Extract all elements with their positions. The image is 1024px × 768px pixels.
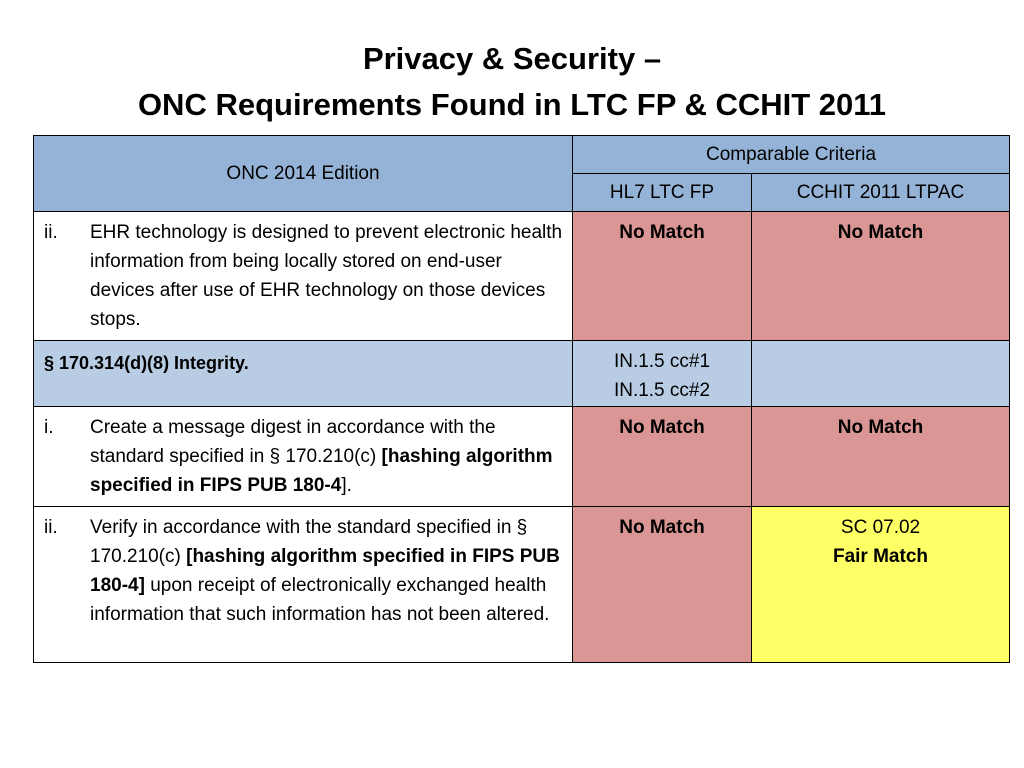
cchit-match-cell (752, 507, 1010, 663)
section-row (34, 341, 1010, 407)
cchit-match-rating: Fair Match (832, 546, 929, 567)
slide-title (0, 36, 1024, 128)
item-text (90, 413, 564, 500)
requirement-cell (34, 507, 573, 663)
table-row (34, 407, 1010, 507)
cchit-match-cell: No Match (752, 407, 1010, 507)
item-text-bold: [hashing algorithm specified in FIPS PUB 180-4 (90, 446, 553, 496)
title-line-1: Privacy & Security – (362, 41, 662, 76)
header-cchit-ltpac: CCHIT 2011 LTPAC (752, 174, 1010, 212)
hl7-match-cell: No Match (573, 507, 752, 663)
header-row-1 (34, 136, 1010, 174)
cchit-criteria-cell (752, 341, 1010, 407)
table-row (34, 212, 1010, 341)
item-number: ii. (44, 517, 58, 538)
item-text (90, 513, 564, 629)
hl7-match-cell: No Match (573, 212, 752, 341)
header-hl7-ltc-fp: HL7 LTC FP (573, 174, 752, 212)
section-label: § 170.314(d)(8) Integrity. (44, 353, 249, 373)
item-number: i. (44, 417, 54, 438)
header-onc-edition: ONC 2014 Edition (34, 136, 573, 212)
header-comparable-criteria: Comparable Criteria (573, 136, 1010, 174)
cchit-match-cell: No Match (752, 212, 1010, 341)
item-text-part: Verify in accordance with the standard specified in § 170.210(c) (90, 517, 528, 567)
item-text-bold: [hashing algorithm specified in FIPS PUB 180-4] (90, 546, 560, 596)
requirement-cell (34, 407, 573, 507)
item-text-part: Create a message digest in accordance with the standard specified in § 170.210(c) (90, 417, 496, 467)
title-line-2: ONC Requirements Found in LTC FP & CCHIT 2011 (137, 87, 887, 122)
hl7-criteria-1: IN.1.5 cc#1 (613, 351, 711, 372)
requirement-cell (34, 212, 573, 341)
hl7-match-cell: No Match (573, 407, 752, 507)
item-number: ii. (44, 222, 58, 243)
item-text: EHR technology is designed to prevent electronic health information from being locally stored on end-user devices after use of EHR technology on those devices stops. (90, 222, 563, 330)
item-text-end: ]. (341, 475, 352, 496)
requirements-table (33, 135, 1010, 663)
cchit-criteria-id: SC 07.02 (840, 517, 921, 538)
item-text-end: upon receipt of electronically exchanged health information that such information has not been altered. (90, 575, 550, 625)
table-row (34, 507, 1010, 663)
hl7-criteria-cell (573, 341, 752, 407)
section-cell (34, 341, 573, 407)
hl7-criteria-2: IN.1.5 cc#2 (613, 380, 711, 401)
